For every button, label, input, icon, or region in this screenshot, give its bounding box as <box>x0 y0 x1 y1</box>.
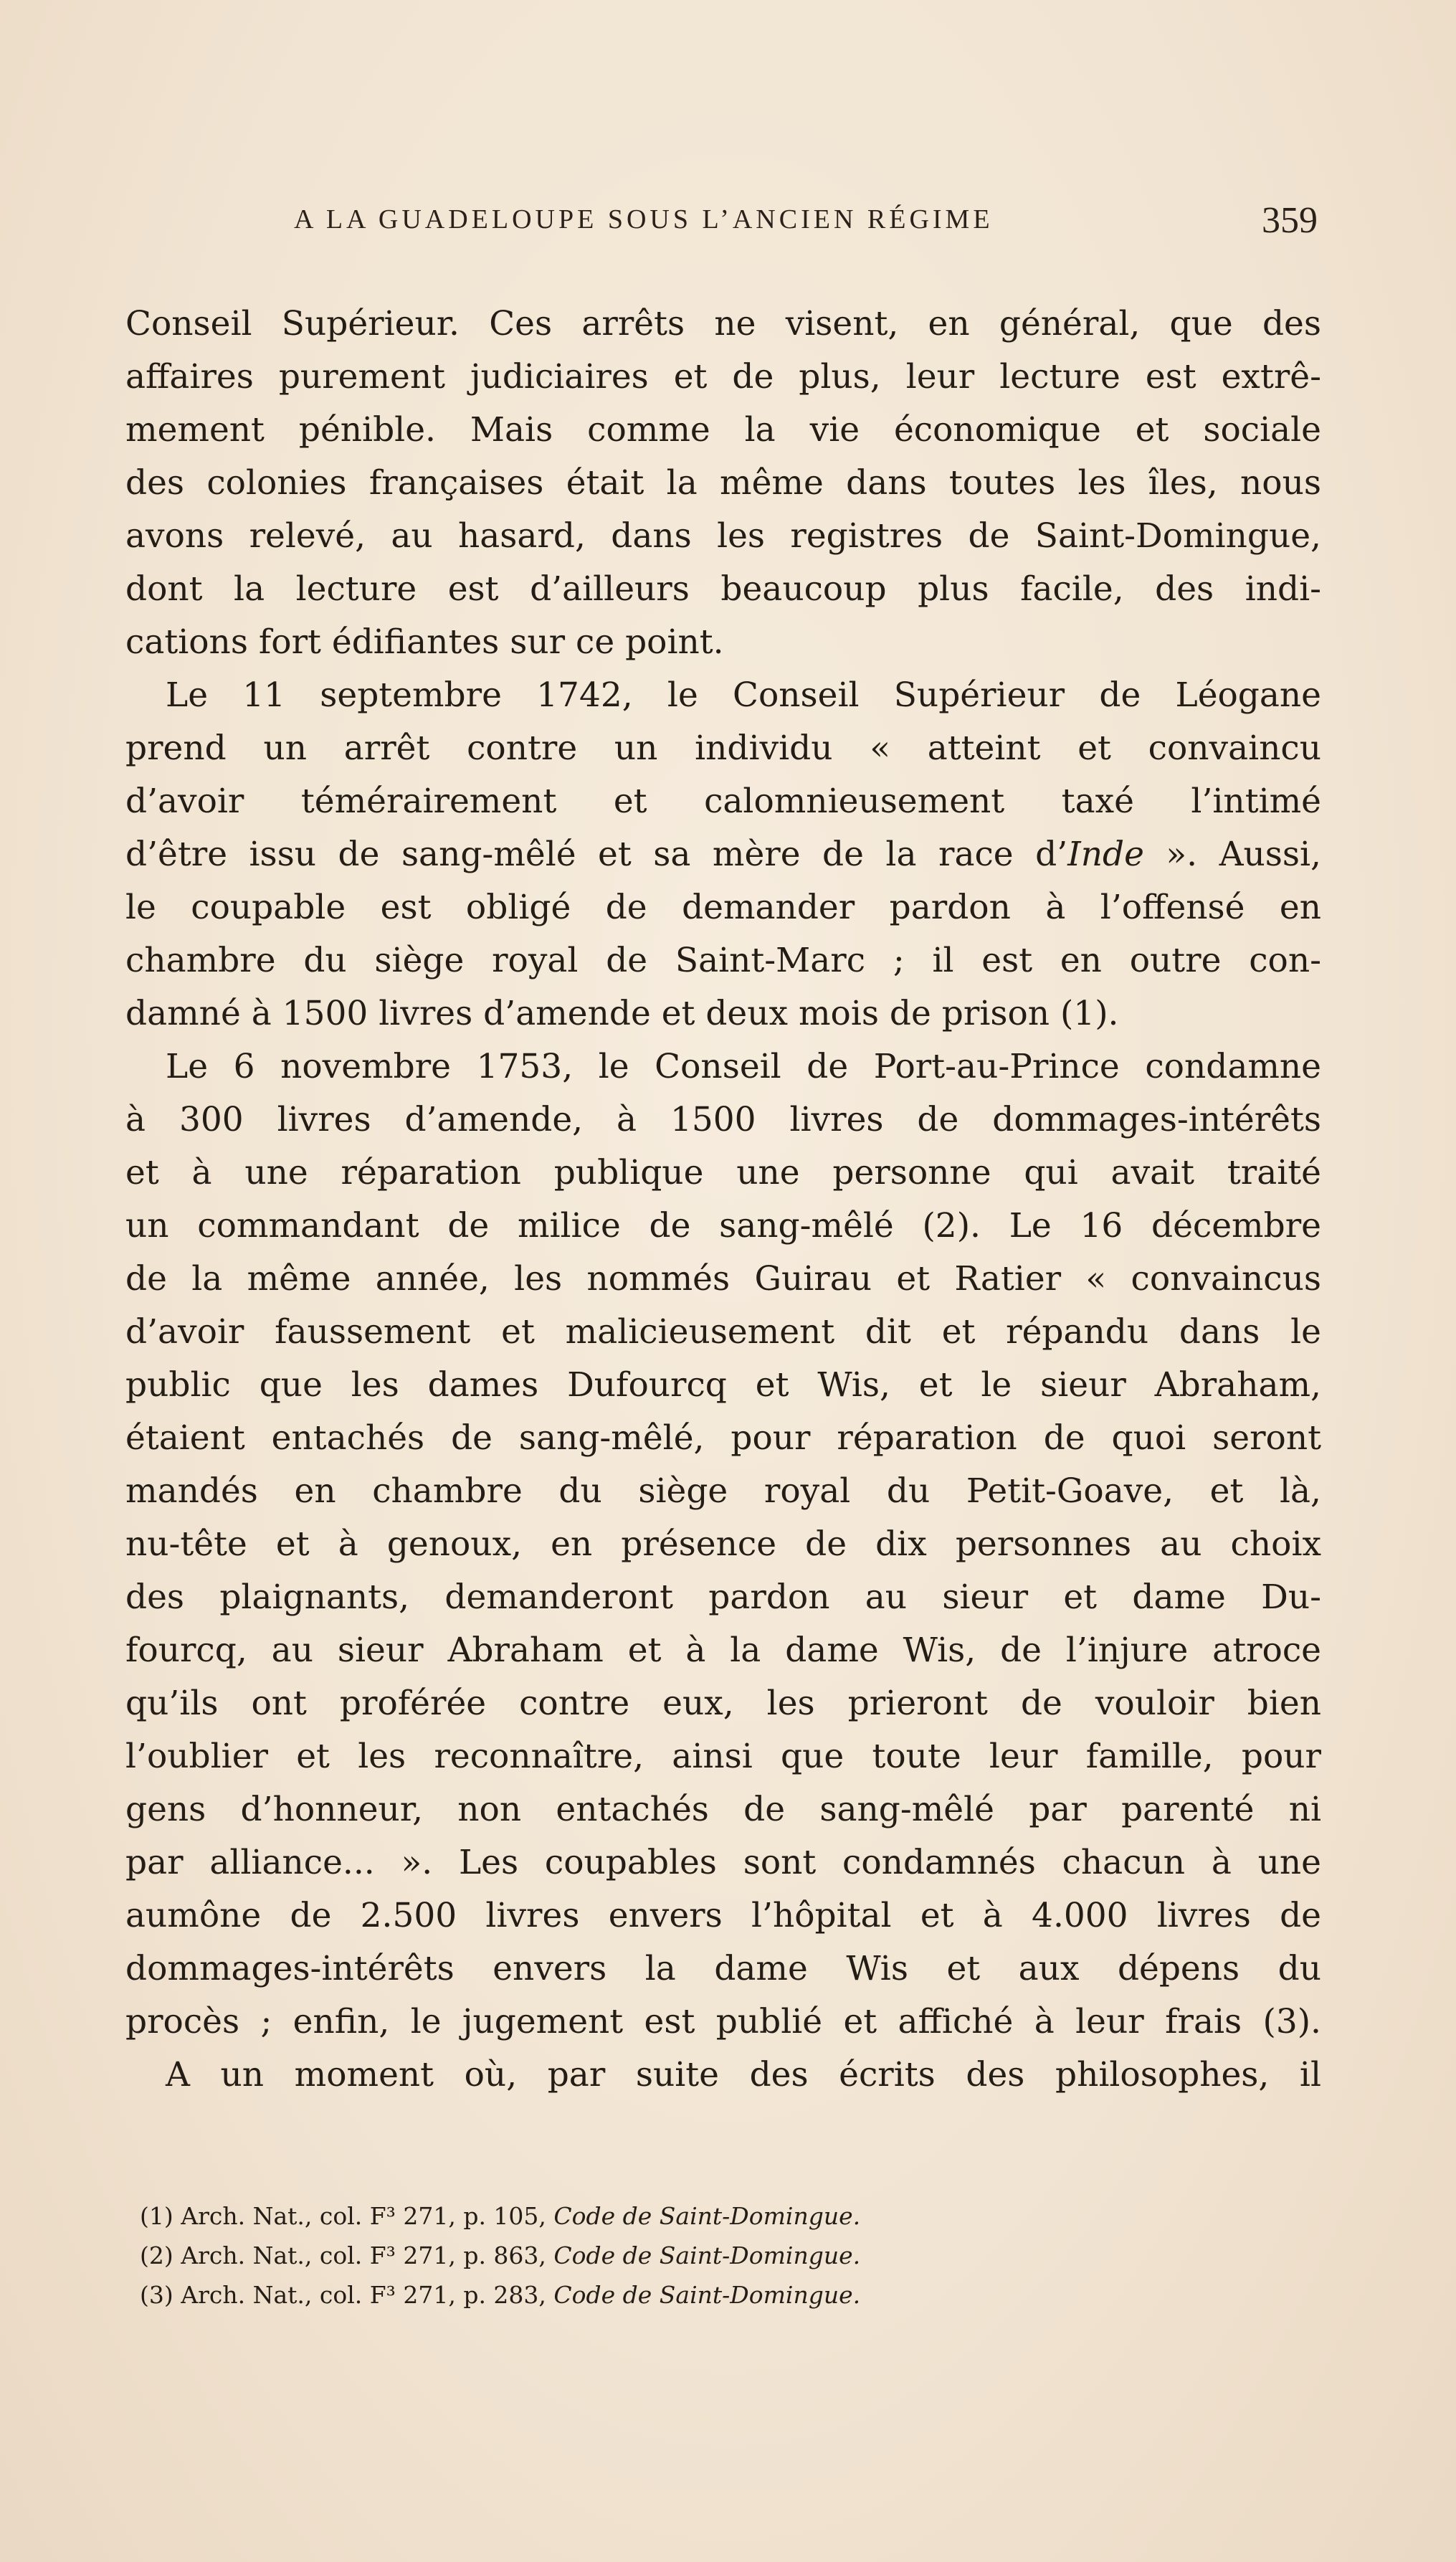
footnote-reference: Arch. Nat., col. F³ 271, p. 863, <box>181 2241 546 2269</box>
text-line: Le 11 septembre 1742, le Conseil Supérieur de Léogane <box>166 675 1321 715</box>
footnote-reference: Arch. Nat., col. F³ 271, p. 283, <box>181 2281 546 2309</box>
text-line: l’oublier et les reconnaître, ainsi que toute leur famille, pour <box>125 1737 1321 1776</box>
text-line: public que les dames Dufourcq et Wis, et le sieur Abraham, <box>125 1365 1321 1405</box>
text-line: des colonies françaises était la même dans toutes les îles, nous <box>125 463 1321 503</box>
text-line: cations fort édifiantes sur ce point. <box>125 622 724 662</box>
footnote <box>140 2236 1323 2275</box>
footnote-source: Code de Saint-Domingue. <box>553 2202 861 2230</box>
text-line: procès ; enfin, le jugement est publié et affiché à leur frais (3). <box>125 2002 1321 2041</box>
text-line: un commandant de milice de sang-mêlé (2). Le 16 décembre <box>125 1206 1321 1246</box>
footnote-source: Code de Saint-Domingue. <box>553 2281 861 2309</box>
text-line: affaires purement judiciaires et de plus, leur lecture est extrê- <box>125 357 1321 397</box>
page-number: 359 <box>1262 200 1318 241</box>
text-line: qu’ils ont proférée contre eux, les prieront de vouloir bien <box>125 1684 1321 1723</box>
text-line: damné à 1500 livres d’amende et deux mois de prison (1). <box>125 994 1119 1033</box>
text-line: étaient entachés de sang-mêlé, pour réparation de quoi seront <box>125 1418 1321 1458</box>
footnote-marker: (2) <box>140 2241 173 2269</box>
text-line: Le 6 novembre 1753, le Conseil de Port-au-Prince condamne <box>166 1047 1321 1086</box>
text-line: et à une réparation publique une personne qui avait traité <box>125 1153 1321 1192</box>
text-line: A un moment où, par suite des écrits des philosophes, il <box>166 2055 1321 2094</box>
text-line: fourcq, au sieur Abraham et à la dame Wis, de l’injure atroce <box>125 1631 1321 1670</box>
footnote <box>140 2196 1323 2236</box>
text-line: d’avoir faussement et malicieusement dit et répandu dans le <box>125 1312 1321 1352</box>
text-line: aumône de 2.500 livres envers l’hôpital et à 4.000 livres de <box>125 1896 1321 1935</box>
body-text <box>125 298 1321 2102</box>
text-line: nu-tête et à genoux, en présence de dix personnes au choix <box>125 1524 1321 1564</box>
text-line: chambre du siège royal de Saint-Marc ; il est en outre con- <box>125 941 1321 980</box>
footnote-marker: (1) <box>140 2202 173 2230</box>
text-line: des plaignants, demanderont pardon au sieur et dame Du- <box>125 1577 1321 1617</box>
text-line: mement pénible. Mais comme la vie économique et sociale <box>125 410 1321 450</box>
text-line: d’avoir témérairement et calomnieusement taxé l’intimé <box>125 782 1321 821</box>
running-title: A LA GUADELOUPE SOUS L’ANCIEN RÉGIME <box>294 204 994 234</box>
footnotes <box>140 2196 1323 2315</box>
footnote-marker: (3) <box>140 2281 173 2309</box>
footnote-source: Code de Saint-Domingue. <box>553 2241 861 2269</box>
text-line: à 300 livres d’amende, à 1500 livres de dommages-intérêts <box>125 1100 1321 1139</box>
text-line: dont la lecture est d’ailleurs beaucoup plus facile, des indi- <box>125 569 1321 609</box>
text-line: le coupable est obligé de demander pardon à l’offensé en <box>125 888 1321 927</box>
text-line: par alliance... ». Les coupables sont condamnés chacun à une <box>125 1843 1321 1882</box>
footnote <box>140 2275 1323 2315</box>
footnote-reference: Arch. Nat., col. F³ 271, p. 105, <box>181 2202 546 2230</box>
text-line: d’être issu de sang-mêlé et sa mère de la race d’Inde ». Aussi, <box>125 835 1322 874</box>
page-header <box>128 199 1318 257</box>
text-line: avons relevé, au hasard, dans les registres de Saint-Domingue, <box>125 516 1321 556</box>
text-line: gens d’honneur, non entachés de sang-mêlé par parenté ni <box>125 1790 1321 1829</box>
text-line: prend un arrêt contre un individu « atteint et convaincu <box>125 729 1321 768</box>
text-line: Conseil Supérieur. Ces arrêts ne visent, en général, que des <box>125 304 1321 343</box>
text-line: dommages-intérêts envers la dame Wis et aux dépens du <box>125 1949 1321 1988</box>
text-line: de la même année, les nommés Guirau et Ratier « convaincus <box>125 1259 1321 1299</box>
text-line: mandés en chambre du siège royal du Petit-Goave, et là, <box>125 1471 1321 1511</box>
